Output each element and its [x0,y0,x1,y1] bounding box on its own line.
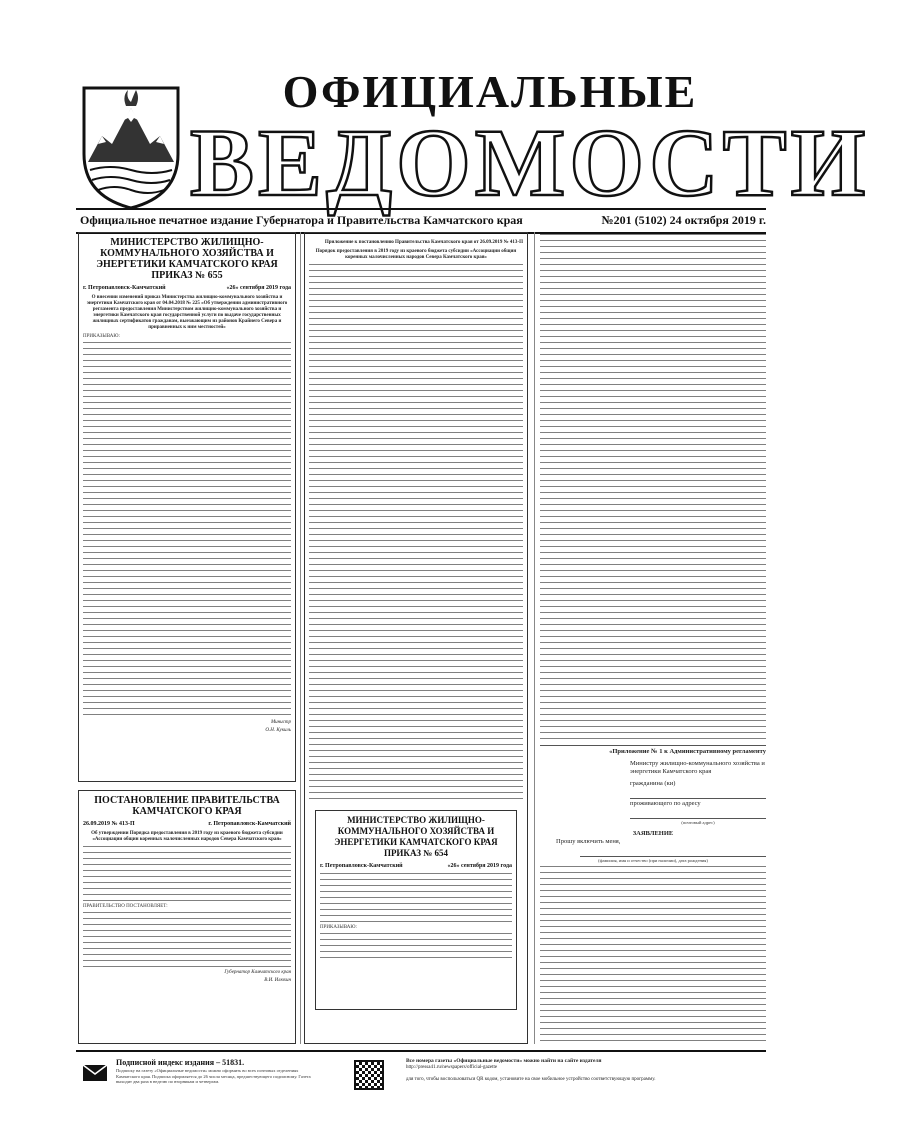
kamchatka-coat-of-arms-icon [80,84,182,210]
issue-info: №201 (5102) 24 октября 2019 г. [601,213,766,227]
masthead-subline [76,208,766,234]
order-654-box [315,810,517,1010]
postal-caption: (почтовый адрес) [681,820,715,825]
regulation-body-text [540,234,766,739]
resolution-413-signer-name: В.И. Илюхин [264,978,291,983]
order-655-signer-name: О.Н. Кукиль [265,728,291,733]
column-divider [534,232,535,1044]
applicant-name-caption: (фамилия, имя и отчество (при наличии), дата рождения) [598,858,708,863]
resolution-413-date: 26.09.2019 № 413-П [83,821,135,827]
procedure-box [304,232,528,1044]
resolution-413-place: г. Петропавловск-Камчатский [208,821,291,827]
column-middle [304,232,528,1044]
procedure-title: Порядок предоставления в 2019 году из краевого бюджета субсидии «Ассоциации общин коренных малочисленных народов Севера Камчатского края» [315,249,517,260]
masthead-subtitle: Официальное печатное издание Губернатора и Правительства Камчатского края [80,213,523,227]
column-right [540,232,766,1044]
resolution-413-title: ПОСТАНОВЛЕНИЕ ПРАВИТЕЛЬСТВА КАМЧАТСКОГО КРАЯ [94,795,280,817]
procedure-appendix-note: Приложение к постановлению Правительства Камчатского края от 26.09.2019 № 413-П [324,240,523,245]
order-655-title: МИНИСТЕРСТВО ЖИЛИЩНО-КОММУНАЛЬНОГО ХОЗЯЙСТВА И ЭНЕРГЕТИКИ КАМЧАТСКОГО КРАЯ [96,237,278,270]
online-archive-note [406,1058,736,1083]
order-654-order-word: ПРИКАЗЫВАЮ: [320,925,357,930]
order-654-title: МИНИСТЕРСТВО ЖИЛИЩНО-КОММУНАЛЬНОГО ХОЗЯЙСТВА И ЭНЕРГЕТИКИ КАМЧАТСКОГО КРАЯ [334,815,498,847]
subscription-note: Подписку на газету «Официальные ведомости» можно оформить во всех почтовых отделениях Камчатского края. Подписка оформляется до 26 числа месяца, предшествующего подписному. Газета выходит два раза в неделю по вторникам и четвергам. [116,1068,311,1084]
order-655-place: г. Петропавловск-Камчатский [83,285,166,291]
applicant-name-line [580,849,766,857]
qr-code-icon[interactable] [354,1060,384,1090]
resolution-413-meta [83,821,291,827]
order-655-meta [83,285,291,291]
resolution-413-decree-word: ПРАВИТЕЛЬСТВО ПОСТАНОВЛЯЕТ: [83,904,168,909]
procedure-body-text [309,264,523,804]
resolution-413-signer-role: Губернатор Камчатского края [224,970,291,975]
resolution-413-summary: Об утверждении Порядка предоставления в 2019 году из краевого бюджета субсидии «Ассоциации общин коренных малочисленных народов Севера Камчатского края» [91,831,283,842]
order-655-summary: О внесении изменений приказ Министерства жилищно-коммунального хозяйства и энергетики Камчатского края от 04.04.2018 № 225 «Об утверждении административного регламента предоставления Министерством жилищно-коммунального хозяйства и энергетики Камчатского края государственной услуги по выдаче государственных жилищных сертификатов гражданам, выезжающим из районов Крайнего Севера и приравненных к ним местностей» [86,295,288,330]
order-654-body-text [320,933,512,963]
citizen-field-line [630,791,766,799]
order-655-number: ПРИКАЗ № 655 [151,270,223,281]
order-655-order-word: ПРИКАЗЫВАЮ: [83,334,120,339]
online-note-text: Все номера газеты «Официальные ведомости» можно найти на сайте издателя [406,1058,602,1064]
statement-heading: ЗАЯВЛЕНИЕ [632,830,674,837]
statement-body-text [540,866,766,1044]
include-me-text: Прошу включить меня, [556,838,621,845]
resolution-413-preamble-text [83,846,291,902]
mail-envelope-icon [82,1060,108,1086]
order-654-place: г. Петропавловск-Камчатский [320,863,403,869]
residence-field-line [630,811,766,819]
order-655-signer-role: Министр [271,720,291,725]
order-655-body-text [83,342,291,718]
publisher-url[interactable]: http://pressa41.ru/newspapers/official-gazette [406,1065,498,1070]
column-divider [300,232,301,1044]
subscription-index: Подписной индекс издания – 51831. [116,1058,245,1067]
residence-field-label: проживающего по адресу [630,800,701,807]
appendix-1-label: «Приложение № 1 к Административному регламенту [609,748,766,755]
masthead-title-main: ВЕДОМОСТИ [190,109,870,216]
citizen-field-label: гражданина (ки) [630,780,676,787]
masthead-title-top: ОФИЦИАЛЬНЫЕ [282,66,698,117]
column-left [78,232,296,1044]
order-654-number: ПРИКАЗ № 654 [383,848,449,858]
order-654-date: «26» сентября 2019 года [447,863,512,869]
resolution-413-box [78,790,296,1044]
footer [76,1050,766,1098]
resolution-413-body-text [83,912,291,968]
qr-note-text: для того, чтобы воспользоваться QR кодом, установите на свое мобильное устройство соответствующую программу. [406,1077,656,1082]
addressee-text: Министру жилищно-коммунального хозяйства и энергетики Камчатского края [630,760,765,775]
order-655-date: «26» сентября 2019 года [226,285,291,291]
order-654-meta [320,863,512,869]
order-654-summary-text [320,873,512,923]
order-655-box [78,232,296,782]
